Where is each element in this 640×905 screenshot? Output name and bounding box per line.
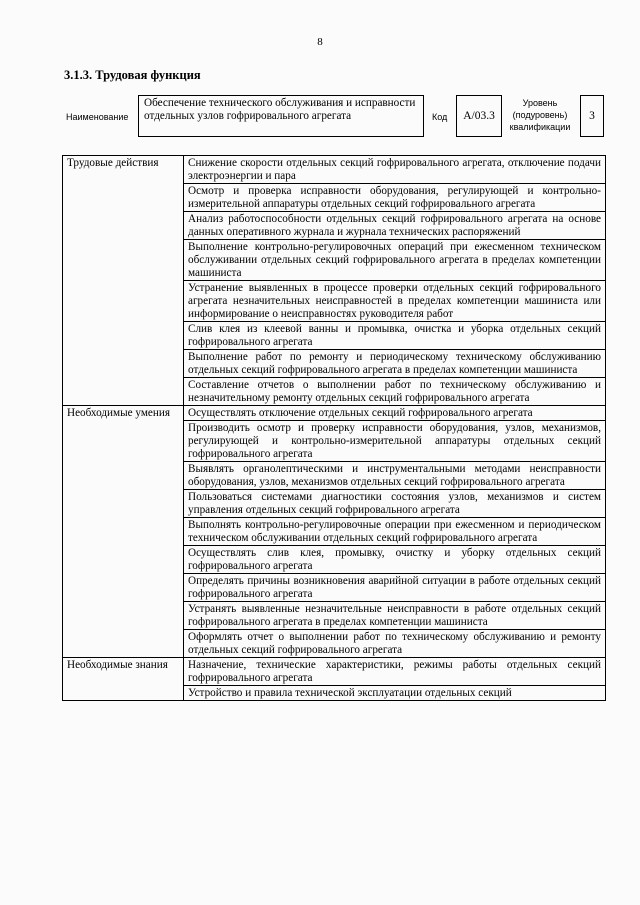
table-row	[63, 658, 606, 686]
item-cell: Снижение скорости отдельных секций гофрировального агрегата, отключение подачи электроэнергии и пара	[184, 156, 606, 184]
item-cell: Устранение выявленных в процессе проверки отдельных секций гофрировального агрегата незначительных неисправностей в пределах компетенции машиниста или информирование о неисправностях руководителя работ	[184, 281, 606, 322]
item-cell: Выполнение работ по ремонту и периодическому техническому обслуживанию отдельных секций гофрировального агрегата в пределах компетенции машиниста	[184, 350, 606, 378]
name-value: Обеспечение технического обслуживания и исправности отдельных узлов гофрировального агрегата	[138, 95, 424, 137]
function-table	[62, 155, 606, 701]
function-header	[0, 95, 640, 139]
item-cell: Назначение, технические характеристики, режимы работы отдельных секций гофрировального агрегата	[184, 658, 606, 686]
item-cell: Устранять выявленные незначительные неисправности в работе отдельных секций гофрировального агрегата в пределах компетенции машиниста	[184, 602, 606, 630]
code-label: Код	[432, 112, 448, 122]
item-cell: Слив клея из клеевой ванны и промывка, очистка и уборка отдельных секций гофрировального агрегата	[184, 322, 606, 350]
category-cell: Необходимые умения	[63, 406, 184, 658]
item-cell: Составление отчетов о выполнении работ по техническому обслуживанию и незначительному ремонту отдельных секций гофрировального агрегата	[184, 378, 606, 406]
table-row	[63, 406, 606, 421]
item-cell: Выполнение контрольно-регулировочных операций при ежесменном техническом обслуживании отдельных секций гофрировального агрегата в пределах компетенции машиниста	[184, 240, 606, 281]
item-cell: Пользоваться системами диагностики состояния узлов, механизмов и систем управления отдельных секций гофрировального агрегата	[184, 490, 606, 518]
item-cell: Оформлять отчет о выполнении работ по техническому обслуживанию и ремонту отдельных секций гофрировального агрегата	[184, 630, 606, 658]
section-title: 3.1.3. Трудовая функция	[64, 68, 201, 82]
code-value: A/03.3	[456, 95, 502, 137]
category-cell: Необходимые знания	[63, 658, 184, 701]
item-cell: Анализ работоспособности отдельных секций гофрировального агрегата на основе данных оперативного журнала и журнала технических распоряжений	[184, 212, 606, 240]
item-cell: Устройство и правила технической эксплуатации отдельных секций	[184, 686, 606, 701]
item-cell: Производить осмотр и проверку исправности оборудования, узлов, механизмов, регулирующей и контрольно-измерительной аппаратуры отдельных секций гофрировального агрегата	[184, 421, 606, 462]
level-label: Уровень (подуровень) квалификации	[509, 98, 571, 132]
item-cell: Выявлять органолептическими и инструментальными методами неисправности оборудования, узлов, механизмов отдельных секций гофрировального агрегата	[184, 462, 606, 490]
level-value: 3	[580, 95, 604, 137]
item-cell: Определять причины возникновения аварийной ситуации в работе отдельных секций гофрировального агрегата	[184, 574, 606, 602]
item-cell: Осуществлять отключение отдельных секций гофрировального агрегата	[184, 406, 606, 421]
item-cell: Выполнять контрольно-регулировочные операции при ежесменном и периодическом техническом обслуживании отдельных секций гофрировального агрегата	[184, 518, 606, 546]
category-cell: Трудовые действия	[63, 156, 184, 406]
item-cell: Осмотр и проверка исправности оборудования, регулирующей и контрольно-измерительной аппаратуры отдельных секций гофрировального агрегата	[184, 184, 606, 212]
item-cell: Осуществлять слив клея, промывку, очистку и уборку отдельных секций гофрировального агрегата	[184, 546, 606, 574]
name-label: Наименование	[66, 112, 129, 122]
page-number: 8	[317, 36, 323, 48]
table-row	[63, 156, 606, 184]
